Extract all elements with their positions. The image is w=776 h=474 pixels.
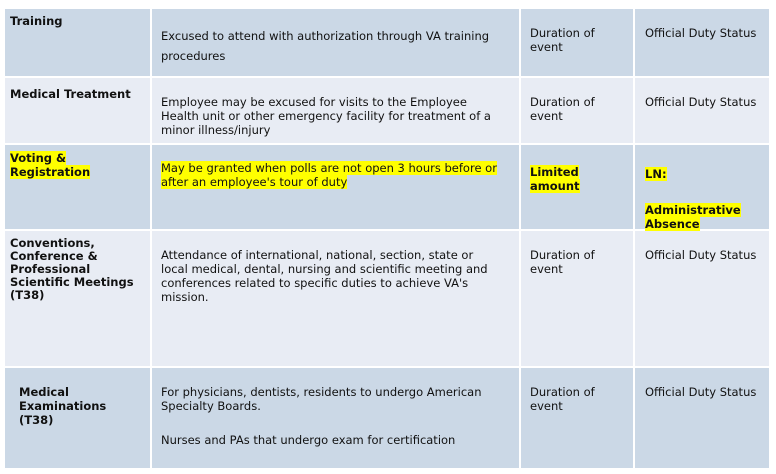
- status-cell: [635, 9, 769, 76]
- category-label: [10, 151, 148, 179]
- status-highlight: Administrative Absence: [645, 203, 741, 231]
- status-text: Official Duty Status: [645, 95, 757, 109]
- amount-text: [530, 165, 630, 193]
- category-label: Conventions, Conference & Professional Scientific Meetings (T38): [10, 236, 134, 302]
- table-row: [5, 231, 769, 366]
- amount-text: Duration of event: [530, 95, 595, 123]
- amount-cell: [521, 368, 633, 468]
- amount-cell: [521, 145, 633, 229]
- status-text: Official Duty Status: [645, 26, 757, 40]
- description-cell: [152, 9, 519, 76]
- table-row: [5, 78, 769, 143]
- description-text: For physicians, dentists, residents to undergo American Specialty Boards.: [161, 385, 482, 413]
- category-label: Training: [10, 14, 63, 28]
- description-text: [161, 161, 506, 189]
- status-text: Official Duty Status: [645, 248, 757, 262]
- category-cell: [5, 145, 150, 229]
- amount-highlight: Limited amount: [530, 165, 580, 193]
- category-cell: [5, 78, 150, 143]
- description-cell: [152, 78, 519, 143]
- description-text: Employee may be excused for visits to the Employee Health unit or other emergency facility for treatment of a minor illness/injury: [161, 95, 491, 137]
- table-row: [5, 145, 769, 229]
- description-cell: [152, 368, 519, 468]
- amount-text: Duration of event: [530, 26, 595, 54]
- amount-text: Duration of event: [530, 385, 595, 413]
- status-text: Official Duty Status: [645, 385, 757, 399]
- status-cell: [635, 368, 769, 468]
- category-highlight: Voting & Registration: [10, 151, 91, 179]
- amount-text: Duration of event: [530, 248, 595, 276]
- category-label: Medical Examinations (T38): [19, 385, 107, 427]
- status-cell: [635, 145, 769, 229]
- status-code: [645, 167, 667, 181]
- category-cell: [5, 368, 150, 468]
- description-cell: [152, 145, 519, 229]
- description-extra-text: Nurses and PAs that undergo exam for certification: [161, 433, 456, 447]
- status-code-highlight: LN:: [645, 167, 667, 181]
- description-text: Excused to attend with authorization through VA training procedures: [161, 29, 490, 63]
- amount-cell: [521, 231, 633, 366]
- category-label: Medical Treatment: [10, 87, 131, 101]
- amount-cell: [521, 78, 633, 143]
- table-row: [5, 368, 769, 468]
- category-cell: [5, 231, 150, 366]
- status-text: [645, 203, 740, 231]
- amount-cell: [521, 9, 633, 76]
- status-cell: [635, 231, 769, 366]
- table-row: [5, 9, 769, 76]
- description-highlight: May be granted when polls are not open 3 hours before or after an employee's tour of duty: [161, 161, 497, 189]
- description-cell: [152, 231, 519, 366]
- category-cell: [5, 9, 150, 76]
- status-cell: [635, 78, 769, 143]
- description-text: Attendance of international, national, section, state or local medical, dental, nursing and scientific meeting and conferences related to specific duties to achieve VA's mission.: [161, 248, 488, 304]
